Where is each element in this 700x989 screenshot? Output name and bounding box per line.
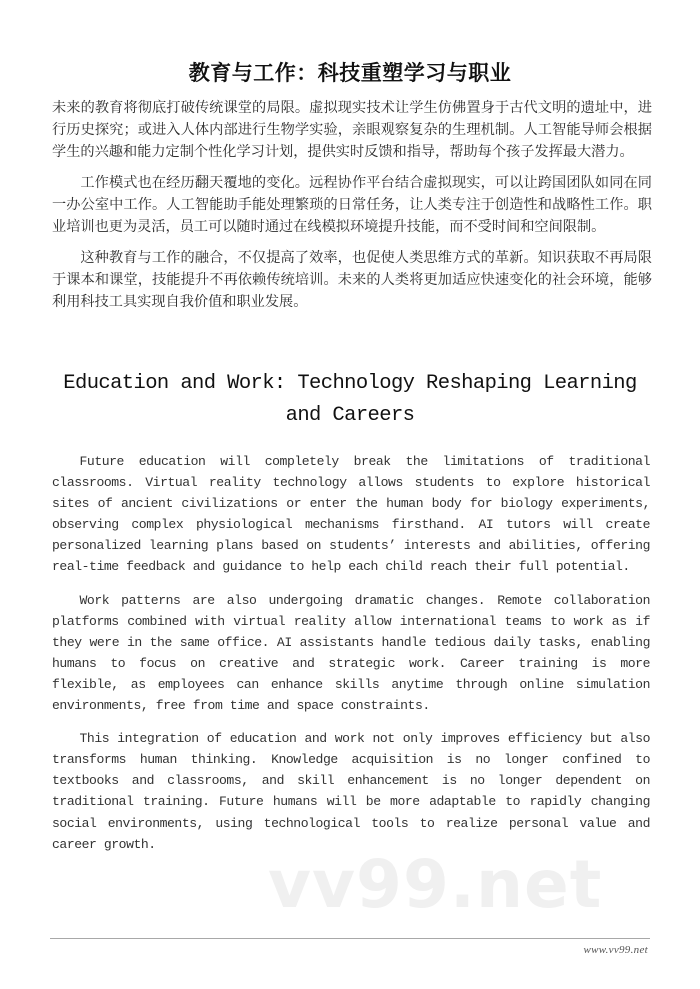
chinese-body (52, 97, 652, 322)
english-title: Education and Work: Technology Reshaping Learning and Careers (63, 372, 637, 427)
chinese-paragraph-3: 这种教育与工作的融合，不仅提高了效率，也促使人类思维方式的革新。知识获取不再局限于课本和课堂，技能提升不再依赖传统培训。未来的人类将更加适应快速变化的社会环境，能够利用科技工具实现自我价值和职业发展。 (52, 250, 652, 310)
footer-divider (50, 938, 650, 939)
chinese-title: 教育与工作：科技重塑学习与职业 (188, 61, 512, 85)
chinese-paragraph-1: 未来的教育将彻底打破传统课堂的局限。虚拟现实技术让学生仿佛置身于古代文明的遗址中，进行历史探究；或进入人体内部进行生物学实验，亲眼观察复杂的生理机制。人工智能导师会根据学生的兴趣和能力定制个性化学习计划，提供实时反馈和指导，帮助每个孩子发挥最大潜力。 (52, 100, 652, 160)
english-paragraph-2: Work patterns are also undergoing dramatic changes. Remote collaboration platforms combined with virtual reality allow international teams to work as if they were in the same office. AI assistants handle tedious daily tasks, enabling humans to focus on creative and strategic work. Career training is more flexible, as employees can enhance skills anytime through online simulation environments, free from time and space constraints. (52, 592, 650, 714)
footer-url: www.vv99.net (583, 944, 648, 956)
chinese-paragraph-2: 工作模式也在经历翻天覆地的变化。远程协作平台结合虚拟现实，可以让跨国团队如同在同一办公室中工作。人工智能助手能处理繁琐的日常任务，让人类专注于创造性和战略性工作。职业培训也更为灵活，员工可以随时通过在线模拟环境提升技能，而不受时间和空间限制。 (52, 175, 652, 235)
english-paragraph-1: Future education will completely break the limitations of traditional classrooms. Virtual reality technology allows students to explore historical sites of ancient civilizations or enter the human body for biology experiments, observing complex physiological mechanisms firsthand. AI tutors will create personalized learning plans based on students’ interests and abilities, offering real-time feedback and guidance to help each child reach their full potential. (52, 454, 650, 575)
watermark: vv99.net (268, 846, 603, 923)
english-body (52, 451, 650, 867)
english-paragraph-3: This integration of education and work not only improves efficiency but also transforms human thinking. Knowledge acquisition is no longer confined to textbooks and classrooms, and skill enhancement is no longer dependent on traditional training. Future humans will be more adaptable to rapidly changing social environments, using technological tools to realize personal value and career growth. (52, 731, 650, 852)
